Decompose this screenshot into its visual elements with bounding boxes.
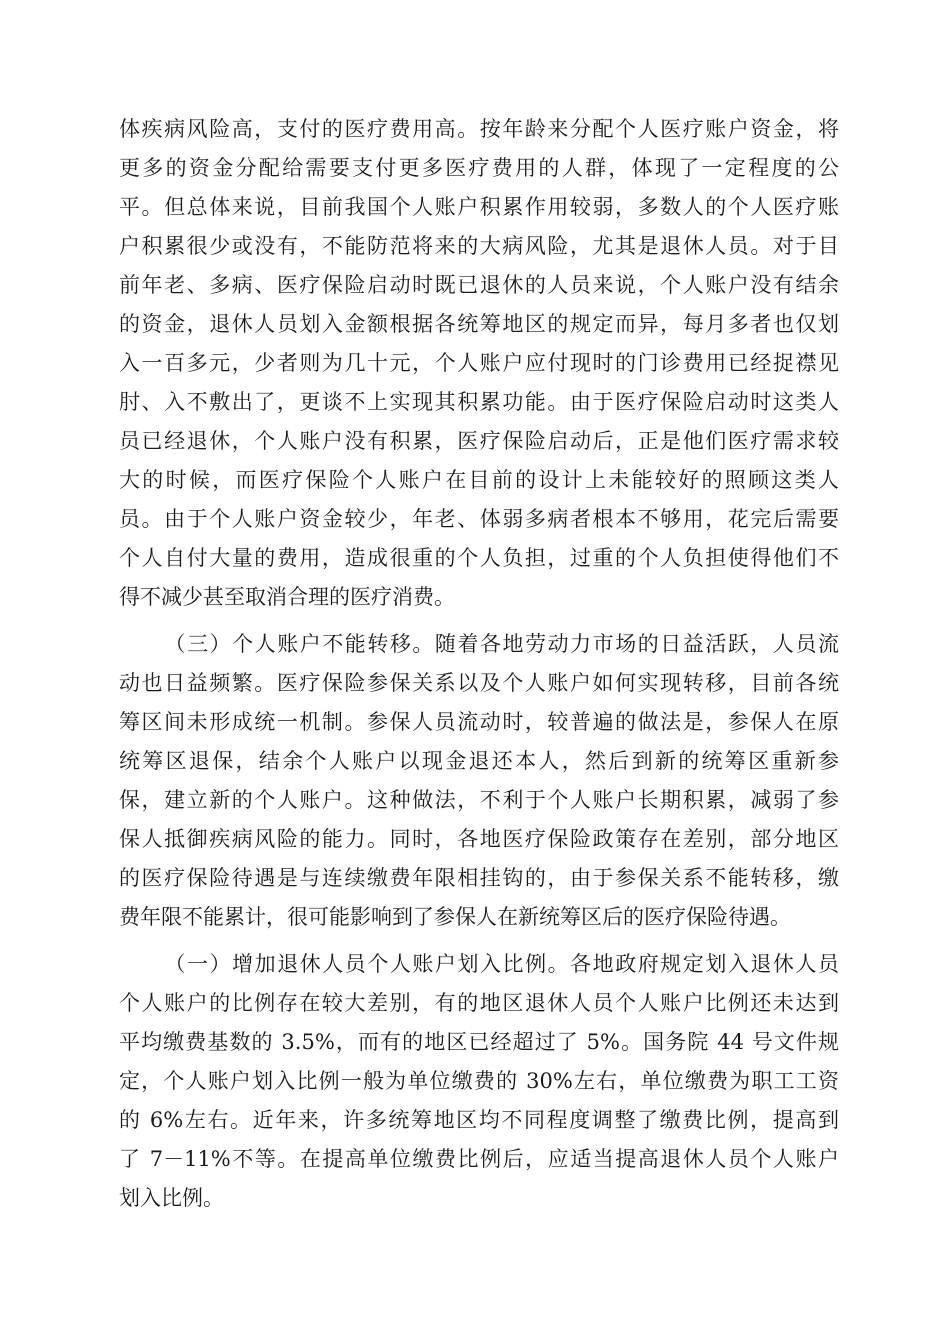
text-line: 费年限不能累计，很可能影响到了参保人在新统筹区后的医疗保险待遇。	[119, 905, 791, 929]
text-line: 平。但总体来说，目前我国个人账户积累作用较弱，多数人的个人医疗账	[119, 195, 839, 219]
text-line: 的资金，退休人员划入金额根据各统筹地区的规定而异，每月多者也仅划	[119, 312, 839, 336]
text-line: 平均缴费基数的 3.5%，而有的地区已经超过了 5%。国务院 44 号文件规	[119, 1030, 839, 1054]
text-line: 定，个人账户划入比例一般为单位缴费的 30%左右，单位缴费为职工工资	[119, 1069, 839, 1093]
text-line: 个人账户的比例存在较大差别，有的地区退休人员个人账户比例还未达到	[119, 991, 839, 1015]
text-line: 统筹区退保，结余个人账户以现金退还本人，然后到新的统筹区重新参	[119, 749, 839, 773]
text-line: 肘、入不敷出了，更谈不上实现其积累功能。由于医疗保险启动时这类人	[119, 390, 839, 414]
text-line: 入一百多元，少者则为几十元，个人账户应付现时的门诊费用已经捉襟见	[119, 351, 839, 375]
paragraph-2	[119, 625, 839, 937]
text-line: 大的时候，而医疗保险个人账户在目前的设计上未能较好的照顾这类人	[119, 468, 839, 492]
text-line: 得不减少甚至取消合理的医疗消费。	[119, 585, 455, 609]
text-line: 体疾病风险高，支付的医疗费用高。按年龄来分配个人医疗账户资金，将	[119, 117, 839, 141]
text-line: 动也日益频繁。医疗保险参保关系以及个人账户如何实现转移，目前各统	[119, 671, 839, 695]
text-line: 了 7－11%不等。在提高单位缴费比例后，应适当提高退休人员个人账户	[119, 1147, 839, 1171]
text-line: 户积累很少或没有，不能防范将来的大病风险，尤其是退休人员。对于目	[119, 234, 839, 258]
text-line-content: （一）增加退休人员个人账户划入比例。各地政府规定划入退休人员	[163, 952, 839, 976]
text-line: 划入比例。	[119, 1186, 224, 1210]
text-line-first	[119, 945, 839, 984]
text-line: 个人自付大量的费用，造成很重的个人负担，过重的个人负担使得他们不	[119, 546, 839, 570]
text-line: 前年老、多病、医疗保险启动时既已退休的人员来说，个人账户没有结余	[119, 273, 839, 297]
text-line: 的 6%左右。近年来，许多统筹地区均不同程度调整了缴费比例，提高到	[119, 1108, 839, 1132]
text-line-first	[119, 625, 839, 664]
text-line: 的医疗保险待遇是与连续缴费年限相挂钩的，由于参保关系不能转移，缴	[119, 866, 839, 890]
paragraph-3	[119, 945, 839, 1218]
text-line: 员。由于个人账户资金较少，年老、体弱多病者根本不够用，花完后需要	[119, 507, 839, 531]
text-line: 保人抵御疾病风险的能力。同时，各地医疗保险政策存在差别，部分地区	[119, 827, 839, 851]
text-line: 保，建立新的个人账户。这种做法，不利于个人账户长期积累，减弱了参	[119, 788, 839, 812]
text-line: 更多的资金分配给需要支付更多医疗费用的人群，体现了一定程度的公	[119, 156, 839, 180]
text-line: 筹区间未形成统一机制。参保人员流动时，较普遍的做法是，参保人在原	[119, 710, 839, 734]
text-line: 员已经退休，个人账户没有积累，医疗保险启动后，正是他们医疗需求较	[119, 429, 839, 453]
paragraph-1	[119, 110, 839, 617]
text-line-content: （三）个人账户不能转移。随着各地劳动力市场的日益活跃，人员流	[163, 632, 839, 656]
